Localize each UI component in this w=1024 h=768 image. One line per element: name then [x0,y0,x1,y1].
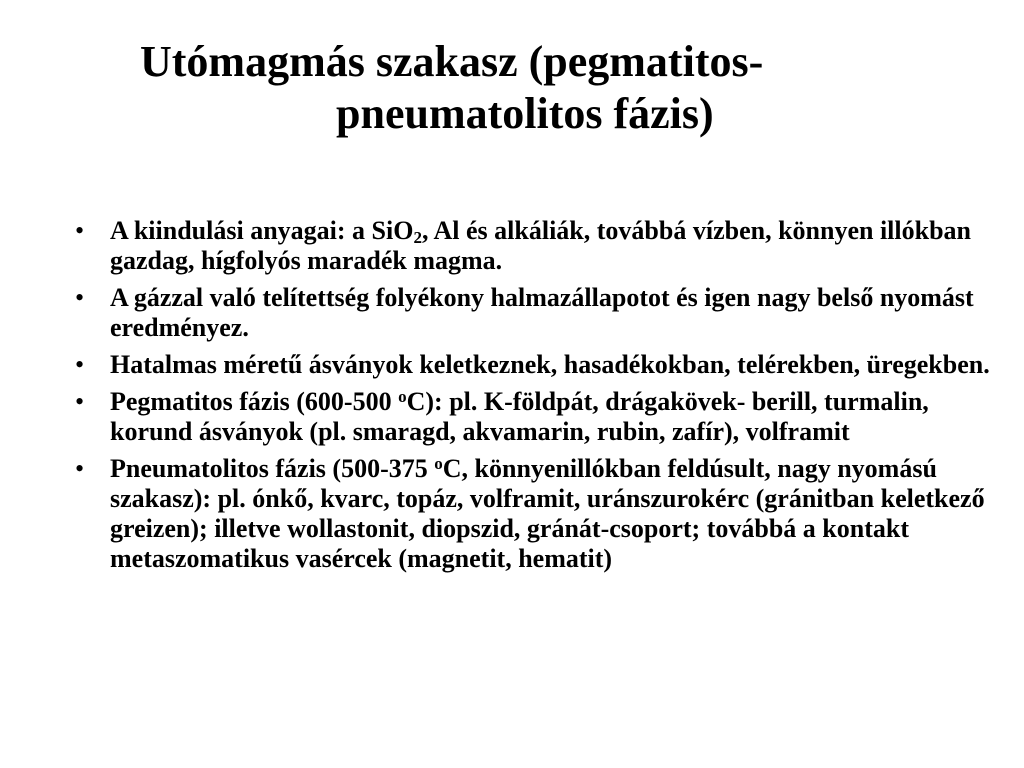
bullet-text [110,216,971,275]
bullet-text-part: A kiindulási anyagai: a SiO [110,216,414,245]
slide-title-line-1: Utómagmás szakasz (pegmatitos- [140,37,764,86]
bullet-item-starting-materials [75,216,995,276]
bullet-icon: • [75,454,85,483]
subscript-2: 2 [413,228,422,247]
bullet-list [75,216,995,581]
bullet-text: A gázzal való telítettség folyékony halmazállapotot és igen nagy belső nyomást eredményez. [110,283,974,342]
bullet-text-part: C, könnyenillókban feldúsult, nagy nyomású szakasz): pl. ónkő, kvarc, topáz, volframit, uránszurokérc (gránitban keletkező greizen); illetve wollastonit, diopszid, gránát-csoport; továbbá a kontakt metaszomatikus vasércek (magnetit, hematit) [110,454,985,573]
degree-superscript: o [398,387,407,406]
bullet-icon: • [75,350,85,379]
bullet-item-pneumatolite-phase [75,454,995,574]
degree-superscript: o [434,454,443,473]
bullet-text-part: , Al és alkáliák, továbbá vízben, könnyen illókban gazdag, hígfolyós maradék magma. [110,216,971,275]
bullet-icon: • [75,387,85,416]
bullet-item-large-minerals [75,350,995,380]
slide-title-line-2: pneumatolitos fázis) [336,89,714,138]
bullet-item-pegmatite-phase [75,387,995,447]
bullet-icon: • [75,216,85,245]
bullet-text-part: Pneumatolitos fázis (500-375 [110,454,435,483]
bullet-text-part: C): pl. K-földpát, drágakövek- berill, turmalin, korund ásványok (pl. smaragd, akvamarin, rubin, zafír), volframit [110,387,929,446]
bullet-icon: • [75,283,85,312]
bullet-text [110,387,929,446]
slide-title [140,36,900,140]
bullet-text [110,454,985,573]
bullet-item-gas-saturation [75,283,995,343]
bullet-text-part: Pegmatitos fázis (600-500 [110,387,399,416]
bullet-text: Hatalmas méretű ásványok keletkeznek, hasadékokban, telérekben, üregekben. [110,350,990,379]
